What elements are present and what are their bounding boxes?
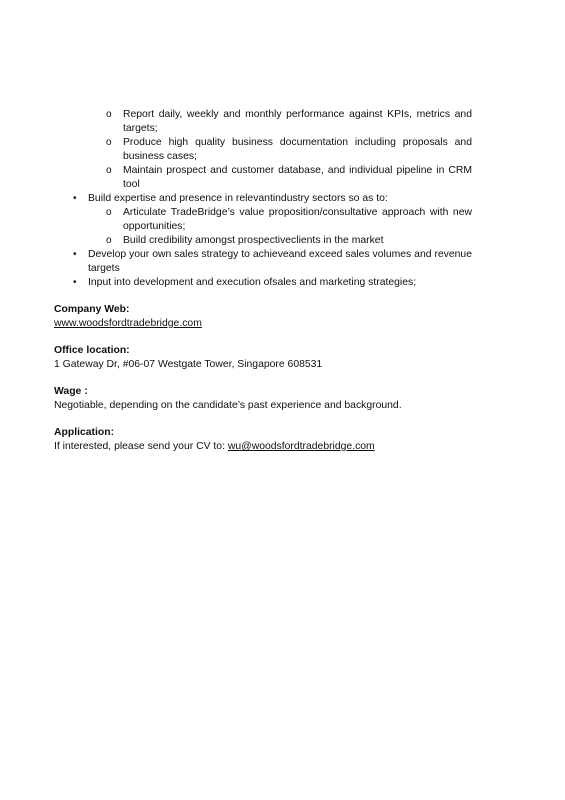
sublist-item-text: Articulate TradeBridge’s value proposition/consultative approach with new opportunities; [123, 207, 472, 232]
application-prefix: If interested, please send your CV to: [54, 441, 228, 452]
company-web-link[interactable]: www.woodsfordtradebridge.com [54, 318, 202, 329]
company-web-label: Company Web: [54, 304, 130, 315]
wage-label: Wage : [54, 386, 88, 397]
application-value [54, 440, 472, 454]
wage-value: Negotiable, depending on the candidate’s past experience and background. [54, 400, 402, 411]
office-location-label: Office location: [54, 345, 130, 356]
sublist-item-text: Build credibility amongst prospectiveclients in the market [123, 235, 384, 246]
list-item-text: Build expertise and presence in relevantindustry sectors so as to: [88, 193, 388, 204]
sublist-item [106, 164, 472, 192]
responsibility-sublist [106, 108, 472, 192]
responsibility-list [54, 192, 472, 206]
office-location-section [54, 344, 472, 372]
list-item-text: Develop your own sales strategy to achieveand exceed sales volumes and revenue targets [88, 249, 472, 274]
sublist-item [106, 108, 472, 136]
sublist-item-text: Maintain prospect and customer database, and individual pipeline in CRM tool [123, 165, 472, 190]
responsibility-list-continued [54, 248, 472, 290]
application-email-link[interactable]: wu@woodsfordtradebridge.com [227, 441, 375, 452]
sublist-item [106, 234, 472, 248]
list-item-text: Input into development and execution ofsales and marketing strategies; [88, 277, 417, 288]
bullet-icon: • [73, 193, 77, 204]
document-content [54, 108, 472, 454]
hollow-bullet-icon: o [106, 207, 112, 218]
hollow-bullet-icon: o [106, 235, 112, 246]
office-location-value: 1 Gateway Dr, #06-07 Westgate Tower, Singapore 608531 [54, 359, 323, 370]
bullet-icon: • [73, 249, 77, 260]
sublist-item-text: Report daily, weekly and monthly performance against KPIs, metrics and targets; [123, 109, 472, 134]
company-web-section [54, 303, 472, 331]
application-label: Application: [54, 427, 115, 438]
list-item [54, 248, 472, 276]
nested-sublist [106, 206, 472, 248]
application-section [54, 426, 472, 454]
bullet-icon: • [73, 277, 77, 288]
wage-section [54, 385, 472, 413]
hollow-bullet-icon: o [106, 109, 112, 120]
list-item [54, 192, 472, 206]
sublist-item [106, 206, 472, 234]
list-item [54, 276, 472, 290]
sublist-item-text: Produce high quality business documentation including proposals and business cases; [123, 137, 472, 162]
details-sections [54, 303, 472, 454]
hollow-bullet-icon: o [106, 165, 112, 176]
hollow-bullet-icon: o [106, 137, 112, 148]
sublist-item [106, 136, 472, 164]
